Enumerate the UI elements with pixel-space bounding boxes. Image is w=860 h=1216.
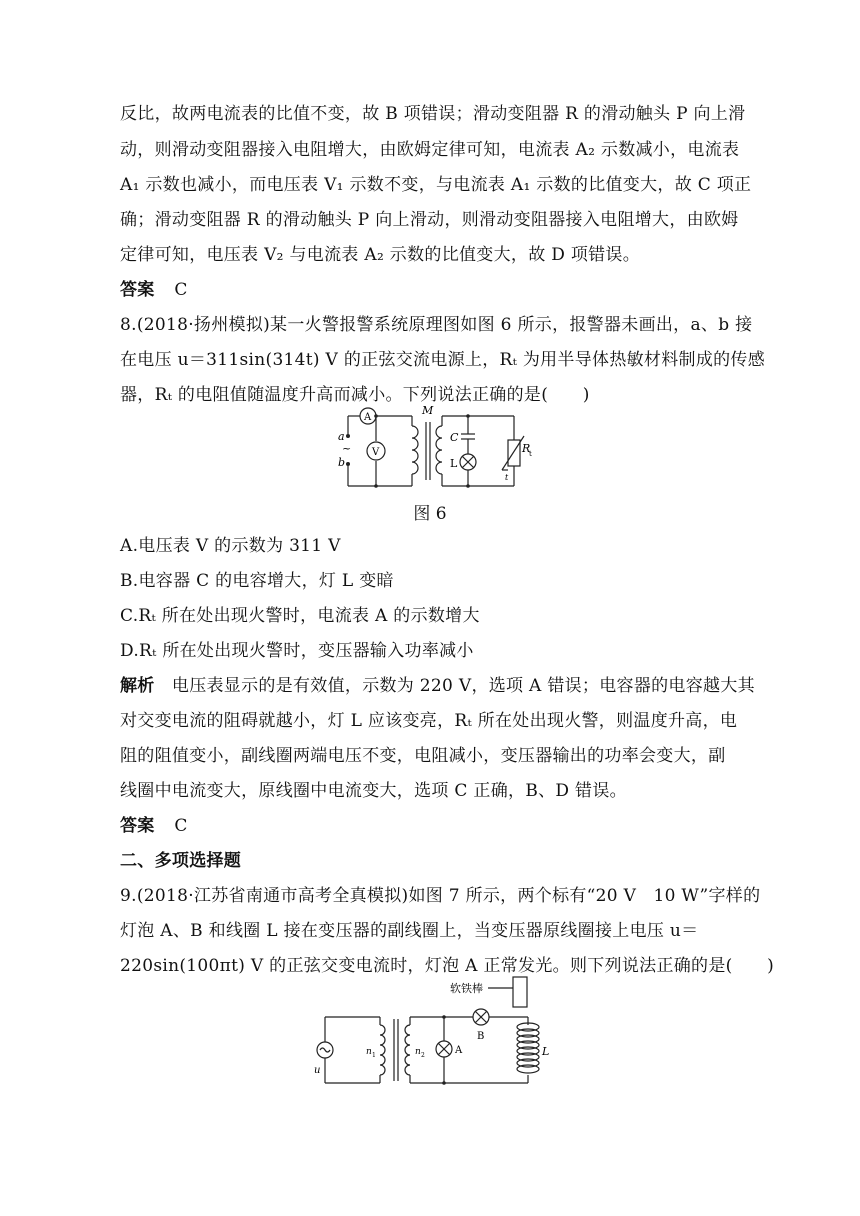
fig7-label-L: L — [542, 1045, 550, 1058]
fig6-label-b: b — [338, 456, 346, 469]
analysis-label: 解析 — [120, 676, 155, 696]
fig6-label-a: a — [338, 430, 345, 443]
option-C: C.Rₜ 所在处出现火警时，电流表 A 的示数增大 — [120, 606, 480, 626]
option-B: B.电容器 C 的电容增大，灯 L 变暗 — [120, 571, 394, 591]
question8-line-2: 在电压 u＝311sin(314t) V 的正弦交流电源上，Rₜ 为用半导体热敏材料制成的传感 — [120, 350, 766, 370]
fig7-label-B: B — [477, 1031, 485, 1042]
analysis-prev-line-5: 定律可知，电压表 V₂ 与电流表 A₂ 示数的比值变大，故 D 项错误。 — [120, 245, 641, 265]
fig6-label-C: C — [450, 431, 459, 444]
answer-label-2: 答案 — [120, 816, 155, 836]
option-D: D.Rₜ 所在处出现火警时，变压器输入功率减小 — [120, 641, 474, 661]
fig6-ammeter-label: A — [364, 412, 372, 423]
fig7-label-n2-sub: 2 — [421, 1052, 425, 1059]
fig7-rod-label: 软铁棒 — [450, 982, 483, 995]
analysis-line-2: 对交变电流的阻碍就越小，灯 L 应该变亮，Rₜ 所在处出现火警，则温度升高，电 — [120, 711, 738, 731]
fig6-voltmeter-label: V — [372, 447, 380, 458]
answer-row — [120, 279, 740, 301]
answer-row-2 — [120, 815, 740, 837]
fig6-label-t: t — [505, 473, 509, 482]
analysis-prev-line-1: 反比，故两电流表的比值不变，故 B 项错误；滑动变阻器 R 的滑动触头 P 向上滑 — [120, 104, 746, 124]
fig7-label-A: A — [455, 1045, 463, 1056]
analysis-row-1 — [120, 675, 755, 697]
answer-value-2: C — [174, 816, 188, 836]
analysis-line-3: 阻的阻值变小，副线圈两端电压不变，电阻减小，变压器输出的功率会变大，副 — [120, 746, 726, 766]
fig7-label-n2: n — [415, 1047, 421, 1057]
question8-line-1: 8.(2018·扬州模拟)某一火警报警系统原理图如图 6 所示，报警器未画出，a、b 接 — [120, 315, 753, 335]
question8-line-3: 器，Rₜ 的电阻值随温度升高而减小。下列说法正确的是( ) — [120, 385, 590, 405]
fig7-label-n1: n — [366, 1047, 372, 1057]
fig6-label-Rt-sub: t — [529, 450, 532, 458]
fig7-label-u: u — [314, 1065, 321, 1076]
figure-6-circuit — [330, 404, 540, 494]
analysis-prev-line-4: 确；滑动变阻器 R 的滑动触头 P 向上滑动，则滑动变阻器接入电阻增大，由欧姆 — [120, 210, 739, 230]
answer-value: C — [174, 280, 188, 300]
option-A: A.电压表 V 的示数为 311 V — [120, 536, 341, 556]
fig6-label-tilde: ~ — [342, 442, 352, 455]
analysis-prev-line-2: 动，则滑动变阻器接入电阻增大，由欧姆定律可知，电流表 A₂ 示数减小，电流表 — [120, 140, 740, 160]
answer-label: 答案 — [120, 280, 155, 300]
question9-line-3: 220sin(100πt) V 的正弦交变电流时，灯泡 A 正常发光。则下列说法正确的是( ) — [120, 956, 775, 976]
figure-7-circuit — [300, 975, 570, 1095]
section-heading: 二、多项选择题 — [120, 851, 242, 871]
analysis-prev-line-3: A₁ 示数也减小，而电压表 V₁ 示数不变，与电流表 A₁ 示数的比值变大，故 C 项正 — [120, 175, 752, 195]
analysis-line-1: 电压表显示的是有效值，示数为 220 V，选项 A 错误；电容器的电容越大其 — [154, 676, 755, 696]
fig6-label-L: L — [450, 457, 458, 470]
analysis-line-4: 线圈中电流变大，原线圈中电流变大，选项 C 正确，B、D 错误。 — [120, 781, 627, 801]
question9-line-1: 9.(2018·江苏省南通市高考全真模拟)如图 7 所示，两个标有“20 V 10 W”字样的 — [120, 886, 761, 906]
question9-line-2: 灯泡 A、B 和线圈 L 接在变压器的副线圈上，当变压器原线圈接上电压 u＝ — [120, 921, 699, 941]
fig6-label-M: M — [422, 404, 434, 417]
fig6-label-Rt: R — [522, 442, 531, 455]
figure-6-caption: 图 6 — [413, 504, 447, 524]
fig7-label-n1-sub: 1 — [372, 1052, 376, 1059]
